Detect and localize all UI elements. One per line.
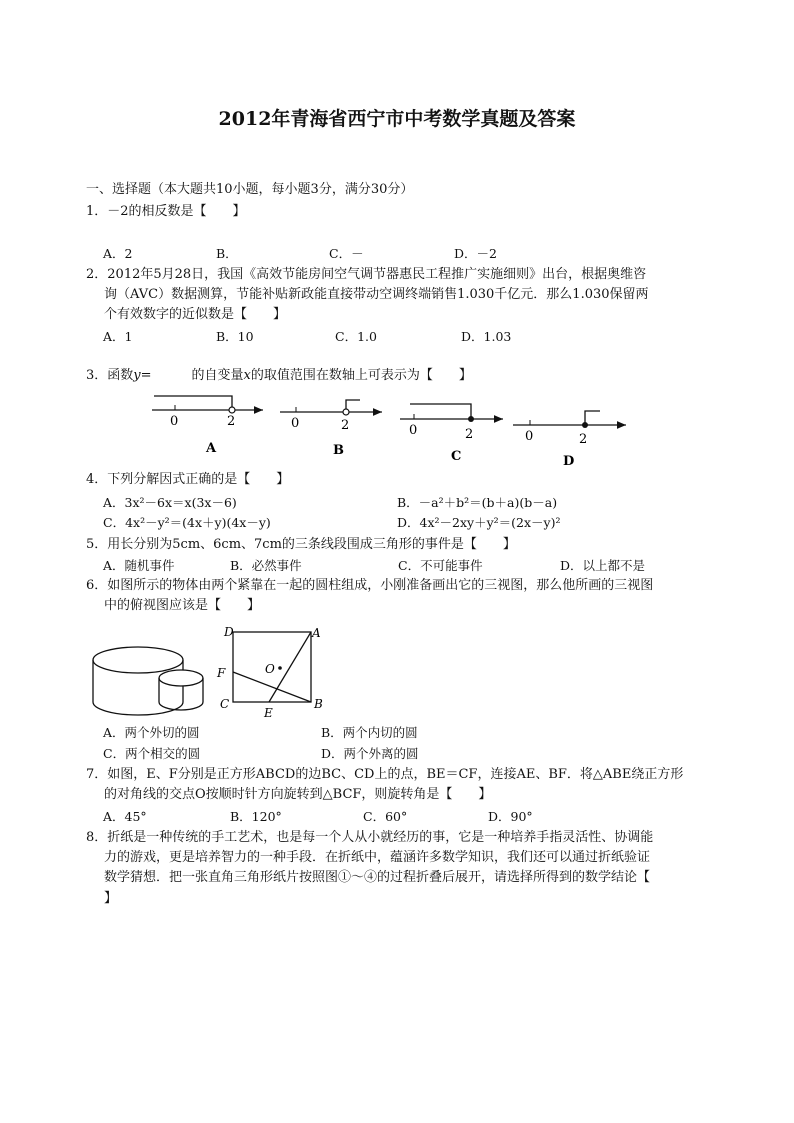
number-line-a-tick-0: 0 [170, 414, 179, 429]
number-line-c-label: C [451, 449, 462, 464]
question-5-option-d[interactable]: D．以上都不是 [560, 558, 646, 573]
number-line-b[interactable] [280, 400, 382, 458]
question-2-option-b[interactable]: B．10 [216, 329, 254, 344]
question-2-line-2: 询（AVC）数据测算，节能补贴新政能直接带动空调终端销售1.030千亿元．那么1.030保留两 [104, 287, 649, 302]
number-line-c-tick-0: 0 [409, 423, 418, 438]
question-2-line-3: 个有效数字的近似数是【 】 [104, 307, 287, 322]
question-3-var-x: x [243, 368, 251, 383]
question-4-option-b[interactable]: B．－a²＋b²＝(b＋a)(b－a) [397, 495, 558, 510]
question-6-option-c[interactable]: C．两个相交的圆 [103, 746, 201, 761]
number-line-d-tick-0: 0 [525, 429, 534, 444]
question-2-option-a[interactable]: A．1 [103, 329, 133, 344]
number-line-c-tick-2: 2 [465, 427, 474, 442]
question-2-option-d[interactable]: D．1.03 [461, 329, 512, 344]
question-3-var-y: y= [133, 368, 152, 383]
question-8-line-1: 8．折纸是一种传统的手工艺术，也是每一个人从小就经历的事，它是一种培养手指灵活性、协调能 [86, 830, 654, 845]
question-7-option-a[interactable]: A．45° [103, 809, 147, 824]
point-e-label: E [264, 706, 273, 720]
question-3-stem-c: 的取值范围在数轴上可表示为【 】 [250, 368, 472, 383]
question-1-option-c[interactable]: C．－ [329, 246, 364, 261]
question-2-option-c[interactable]: C．1.0 [335, 329, 377, 344]
question-7-line-2: 的对角线的交点O按顺时针方向旋转到△BCF，则旋转角是【 】 [104, 787, 492, 802]
number-line-figures [0, 0, 794, 480]
question-8-line-4: 】 [104, 891, 118, 906]
number-line-c[interactable] [400, 404, 503, 464]
question-8-line-3: 数学猜想．把一张直角三角形纸片按照图①～④的过程折叠后展开，请选择所得到的数学结论【 [104, 870, 651, 885]
number-line-b-tick-2: 2 [341, 418, 350, 433]
question-4-option-a[interactable]: A．3x²－6x＝x(3x－6) [103, 495, 237, 510]
number-line-d-label: D [563, 454, 575, 469]
question-4-option-d[interactable]: D．4x²－2xy＋y²＝(2x－y)² [397, 515, 561, 530]
number-line-a-label: A [206, 441, 217, 456]
point-d-label: D [224, 625, 234, 639]
number-line-a-tick-2: 2 [227, 414, 236, 429]
number-line-b-tick-0: 0 [291, 416, 300, 431]
point-b-label: B [314, 697, 323, 711]
question-2-line-1: 2．2012年5月28日，我国《高效节能房间空气调节器惠民工程推广实施细则》出台，根据奥维咨 [86, 267, 647, 282]
question-3-stem-a: 3．函数 [86, 368, 134, 383]
section-heading: 一、选择题（本大题共10小题，每小题3分，满分30分） [86, 182, 414, 197]
question-7-line-1: 7．如图，E、F分别是正方形ABCD的边BC、CD上的点，BE＝CF，连接AE、BF．将△ABE绕正方形 [86, 767, 684, 782]
number-line-d[interactable] [513, 411, 626, 469]
question-6-line-1: 6．如图所示的物体由两个紧靠在一起的圆柱组成，小刚准备画出它的三视图，那么他所画的三视图 [86, 578, 654, 593]
question-7-option-c[interactable]: C．60° [363, 809, 408, 824]
question-5-stem: 5．用长分别为5cm、6cm、7cm的三条线段围成三角形的事件是【 】 [86, 537, 516, 552]
question-1-stem: 1．－2的相反数是【 】 [86, 204, 246, 219]
square-figure [215, 620, 325, 720]
point-a-label: A [312, 626, 321, 640]
question-6-option-b[interactable]: B．两个内切的圆 [321, 725, 418, 740]
point-f-label: F [217, 666, 226, 680]
question-3-stem-b: 的自变量 [191, 368, 244, 383]
question-4-stem: 4．下列分解因式正确的是【 】 [86, 472, 290, 487]
question-5-option-b[interactable]: B．必然事件 [230, 558, 302, 573]
number-line-d-tick-2: 2 [579, 432, 588, 447]
question-8-line-2: 力的游戏，更是培养智力的一种手段．在折纸中，蕴涵许多数学知识，我们还可以通过折纸验证 [104, 850, 651, 865]
question-1-option-a[interactable]: A．2 [103, 246, 133, 261]
question-7-option-d[interactable]: D．90° [488, 809, 533, 824]
question-6-line-2: 中的俯视图应该是【 】 [104, 598, 261, 613]
question-7-option-b[interactable]: B．120° [230, 809, 282, 824]
question-6-option-a[interactable]: A．两个外切的圆 [103, 725, 200, 740]
question-1-option-d[interactable]: D．－2 [454, 246, 497, 261]
number-line-a[interactable] [152, 396, 263, 456]
question-6-option-d[interactable]: D．两个外离的圆 [321, 746, 419, 761]
question-5-option-c[interactable]: C．不可能事件 [398, 558, 483, 573]
point-o-label: O [265, 662, 275, 676]
point-c-label: C [220, 697, 230, 711]
question-4-option-c[interactable]: C．4x²－y²＝(4x＋y)(4x－y) [103, 515, 271, 530]
question-5-option-a[interactable]: A．随机事件 [103, 558, 175, 573]
number-line-b-label: B [333, 443, 344, 458]
page-title: 2012年青海省西宁市中考数学真题及答案 [218, 108, 576, 130]
question-1-option-b[interactable]: B． [216, 246, 238, 261]
